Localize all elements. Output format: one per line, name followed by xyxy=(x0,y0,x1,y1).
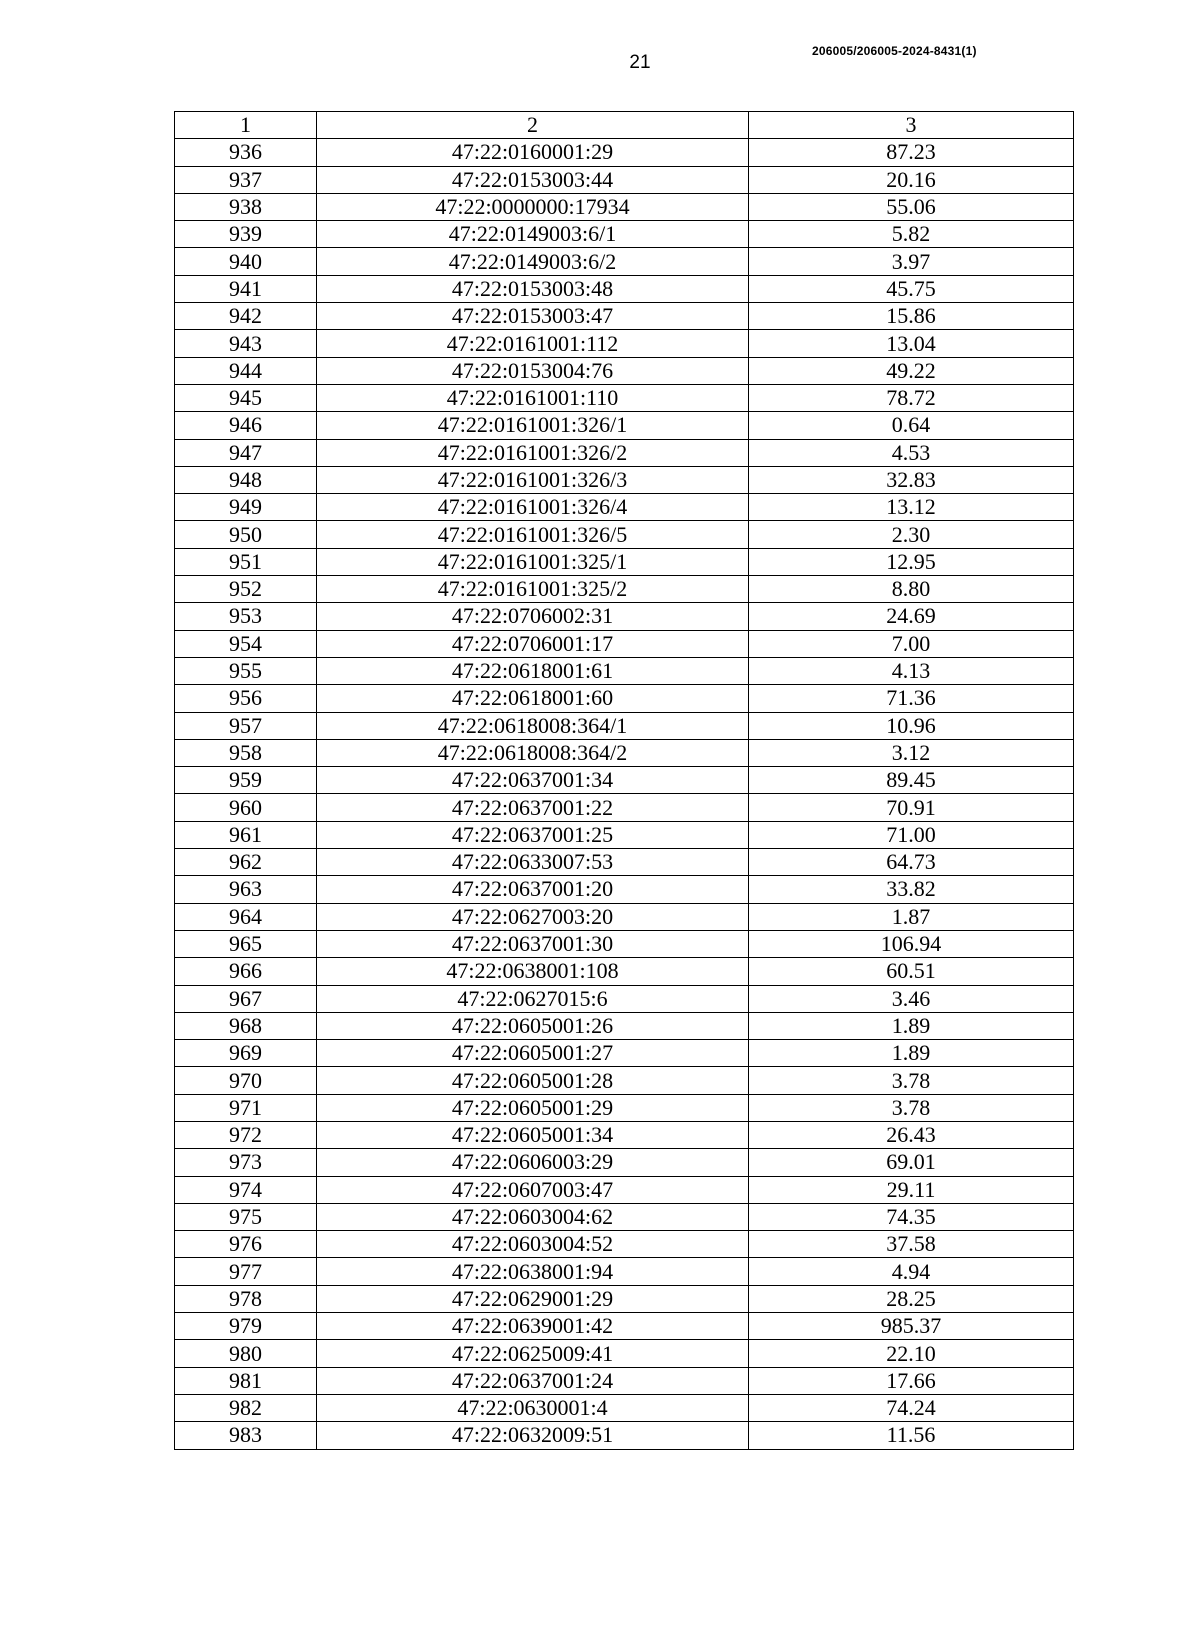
value-cell: 13.04 xyxy=(749,330,1074,357)
row-number-cell: 959 xyxy=(175,767,317,794)
table-row xyxy=(175,1422,1074,1449)
value-cell: 7.00 xyxy=(749,630,1074,657)
table-row xyxy=(175,1285,1074,1312)
value-cell: 70.91 xyxy=(749,794,1074,821)
cadastral-number-cell: 47:22:0605001:34 xyxy=(317,1121,749,1148)
table-row xyxy=(175,576,1074,603)
row-number-cell: 966 xyxy=(175,958,317,985)
cadastral-number-cell: 47:22:0149003:6/1 xyxy=(317,221,749,248)
table-row xyxy=(175,1231,1074,1258)
row-number-cell: 977 xyxy=(175,1258,317,1285)
row-number-cell: 980 xyxy=(175,1340,317,1367)
value-cell: 49.22 xyxy=(749,357,1074,384)
table-row xyxy=(175,958,1074,985)
page-number: 21 xyxy=(629,52,651,73)
cadastral-number-cell: 47:22:0161001:112 xyxy=(317,330,749,357)
cadastral-number-cell: 47:22:0627003:20 xyxy=(317,903,749,930)
table-row xyxy=(175,657,1074,684)
row-number-cell: 964 xyxy=(175,903,317,930)
table-row xyxy=(175,1203,1074,1230)
table-header-row xyxy=(175,112,1074,139)
table-row xyxy=(175,630,1074,657)
table-row xyxy=(175,439,1074,466)
cadastral-number-cell: 47:22:0161001:326/1 xyxy=(317,412,749,439)
row-number-cell: 944 xyxy=(175,357,317,384)
table-row xyxy=(175,603,1074,630)
table-row xyxy=(175,1121,1074,1148)
value-cell: 33.82 xyxy=(749,876,1074,903)
cadastral-number-cell: 47:22:0637001:34 xyxy=(317,767,749,794)
row-number-cell: 939 xyxy=(175,221,317,248)
cadastral-number-cell: 47:22:0618008:364/1 xyxy=(317,712,749,739)
value-cell: 3.46 xyxy=(749,985,1074,1012)
cadastral-number-cell: 47:22:0153003:48 xyxy=(317,275,749,302)
row-number-cell: 969 xyxy=(175,1040,317,1067)
row-number-cell: 983 xyxy=(175,1422,317,1449)
cadastral-number-cell: 47:22:0605001:26 xyxy=(317,1012,749,1039)
value-cell: 13.12 xyxy=(749,494,1074,521)
table-row xyxy=(175,794,1074,821)
row-number-cell: 961 xyxy=(175,821,317,848)
cadastral-number-cell: 47:22:0637001:30 xyxy=(317,930,749,957)
value-cell: 55.06 xyxy=(749,193,1074,220)
cadastral-number-cell: 47:22:0603004:52 xyxy=(317,1231,749,1258)
cadastral-number-cell: 47:22:0637001:24 xyxy=(317,1367,749,1394)
table-row xyxy=(175,985,1074,1012)
value-cell: 71.36 xyxy=(749,685,1074,712)
cadastral-number-cell: 47:22:0161001:325/2 xyxy=(317,576,749,603)
table-row xyxy=(175,1340,1074,1367)
row-number-cell: 960 xyxy=(175,794,317,821)
value-cell: 29.11 xyxy=(749,1176,1074,1203)
cadastral-number-cell: 47:22:0638001:108 xyxy=(317,958,749,985)
row-number-cell: 945 xyxy=(175,384,317,411)
row-number-cell: 955 xyxy=(175,657,317,684)
table-row xyxy=(175,466,1074,493)
column-header: 2 xyxy=(317,112,749,139)
table-row xyxy=(175,248,1074,275)
value-cell: 5.82 xyxy=(749,221,1074,248)
table-row xyxy=(175,193,1074,220)
row-number-cell: 974 xyxy=(175,1176,317,1203)
value-cell: 106.94 xyxy=(749,930,1074,957)
table-row xyxy=(175,1040,1074,1067)
row-number-cell: 976 xyxy=(175,1231,317,1258)
row-number-cell: 973 xyxy=(175,1149,317,1176)
value-cell: 1.89 xyxy=(749,1040,1074,1067)
table-row xyxy=(175,1258,1074,1285)
row-number-cell: 970 xyxy=(175,1067,317,1094)
row-number-cell: 965 xyxy=(175,930,317,957)
value-cell: 26.43 xyxy=(749,1121,1074,1148)
cadastral-number-cell: 47:22:0706001:17 xyxy=(317,630,749,657)
value-cell: 4.13 xyxy=(749,657,1074,684)
cadastral-number-cell: 47:22:0630001:4 xyxy=(317,1394,749,1421)
table-row xyxy=(175,1149,1074,1176)
row-number-cell: 951 xyxy=(175,548,317,575)
table-row xyxy=(175,139,1074,166)
row-number-cell: 947 xyxy=(175,439,317,466)
value-cell: 87.23 xyxy=(749,139,1074,166)
table-row xyxy=(175,849,1074,876)
row-number-cell: 968 xyxy=(175,1012,317,1039)
value-cell: 11.56 xyxy=(749,1422,1074,1449)
table-row xyxy=(175,221,1074,248)
cadastral-number-cell: 47:22:0606003:29 xyxy=(317,1149,749,1176)
data-table xyxy=(174,111,1074,1450)
value-cell: 32.83 xyxy=(749,466,1074,493)
cadastral-number-cell: 47:22:0605001:27 xyxy=(317,1040,749,1067)
row-number-cell: 949 xyxy=(175,494,317,521)
table-row xyxy=(175,712,1074,739)
value-cell: 10.96 xyxy=(749,712,1074,739)
table-row xyxy=(175,548,1074,575)
value-cell: 3.78 xyxy=(749,1067,1074,1094)
cadastral-number-cell: 47:22:0607003:47 xyxy=(317,1176,749,1203)
value-cell: 69.01 xyxy=(749,1149,1074,1176)
row-number-cell: 952 xyxy=(175,576,317,603)
cadastral-number-cell: 47:22:0153003:47 xyxy=(317,303,749,330)
table-row xyxy=(175,876,1074,903)
value-cell: 985.37 xyxy=(749,1313,1074,1340)
table-row xyxy=(175,1012,1074,1039)
table-row xyxy=(175,357,1074,384)
table-row xyxy=(175,1176,1074,1203)
table-row xyxy=(175,494,1074,521)
table-row xyxy=(175,739,1074,766)
cadastral-number-cell: 47:22:0161001:326/4 xyxy=(317,494,749,521)
value-cell: 12.95 xyxy=(749,548,1074,575)
row-number-cell: 941 xyxy=(175,275,317,302)
value-cell: 60.51 xyxy=(749,958,1074,985)
row-number-cell: 946 xyxy=(175,412,317,439)
table-row xyxy=(175,412,1074,439)
cadastral-number-cell: 47:22:0629001:29 xyxy=(317,1285,749,1312)
table-row xyxy=(175,1094,1074,1121)
table-row xyxy=(175,1394,1074,1421)
value-cell: 28.25 xyxy=(749,1285,1074,1312)
cadastral-number-cell: 47:22:0618001:61 xyxy=(317,657,749,684)
value-cell: 64.73 xyxy=(749,849,1074,876)
row-number-cell: 943 xyxy=(175,330,317,357)
value-cell: 24.69 xyxy=(749,603,1074,630)
value-cell: 22.10 xyxy=(749,1340,1074,1367)
row-number-cell: 971 xyxy=(175,1094,317,1121)
column-header: 1 xyxy=(175,112,317,139)
table-row xyxy=(175,1313,1074,1340)
cadastral-number-cell: 47:22:0603004:62 xyxy=(317,1203,749,1230)
value-cell: 37.58 xyxy=(749,1231,1074,1258)
table-row xyxy=(175,384,1074,411)
value-cell: 4.94 xyxy=(749,1258,1074,1285)
cadastral-number-cell: 47:22:0161001:326/3 xyxy=(317,466,749,493)
row-number-cell: 942 xyxy=(175,303,317,330)
value-cell: 74.24 xyxy=(749,1394,1074,1421)
row-number-cell: 957 xyxy=(175,712,317,739)
cadastral-number-cell: 47:22:0706002:31 xyxy=(317,603,749,630)
row-number-cell: 940 xyxy=(175,248,317,275)
row-number-cell: 982 xyxy=(175,1394,317,1421)
cadastral-number-cell: 47:22:0618008:364/2 xyxy=(317,739,749,766)
cadastral-number-cell: 47:22:0627015:6 xyxy=(317,985,749,1012)
row-number-cell: 956 xyxy=(175,685,317,712)
cadastral-number-cell: 47:22:0638001:94 xyxy=(317,1258,749,1285)
table-row xyxy=(175,303,1074,330)
cadastral-number-cell: 47:22:0000000:17934 xyxy=(317,193,749,220)
value-cell: 2.30 xyxy=(749,521,1074,548)
value-cell: 78.72 xyxy=(749,384,1074,411)
cadastral-number-cell: 47:22:0637001:25 xyxy=(317,821,749,848)
value-cell: 3.12 xyxy=(749,739,1074,766)
table-row xyxy=(175,685,1074,712)
value-cell: 89.45 xyxy=(749,767,1074,794)
row-number-cell: 979 xyxy=(175,1313,317,1340)
cadastral-number-cell: 47:22:0153004:76 xyxy=(317,357,749,384)
table-row xyxy=(175,1367,1074,1394)
value-cell: 3.97 xyxy=(749,248,1074,275)
table-row xyxy=(175,821,1074,848)
cadastral-number-cell: 47:22:0637001:20 xyxy=(317,876,749,903)
cadastral-number-cell: 47:22:0153003:44 xyxy=(317,166,749,193)
row-number-cell: 938 xyxy=(175,193,317,220)
cadastral-number-cell: 47:22:0149003:6/2 xyxy=(317,248,749,275)
cadastral-number-cell: 47:22:0633007:53 xyxy=(317,849,749,876)
table-body xyxy=(175,112,1074,1450)
table-row xyxy=(175,330,1074,357)
cadastral-number-cell: 47:22:0618001:60 xyxy=(317,685,749,712)
value-cell: 45.75 xyxy=(749,275,1074,302)
value-cell: 8.80 xyxy=(749,576,1074,603)
row-number-cell: 953 xyxy=(175,603,317,630)
table-row xyxy=(175,166,1074,193)
table-row xyxy=(175,521,1074,548)
cadastral-number-cell: 47:22:0605001:28 xyxy=(317,1067,749,1094)
table-row xyxy=(175,903,1074,930)
value-cell: 71.00 xyxy=(749,821,1074,848)
cadastral-number-cell: 47:22:0161001:326/5 xyxy=(317,521,749,548)
row-number-cell: 948 xyxy=(175,466,317,493)
row-number-cell: 963 xyxy=(175,876,317,903)
cadastral-number-cell: 47:22:0161001:325/1 xyxy=(317,548,749,575)
document-reference: 206005/206005-2024-8431(1) xyxy=(812,44,977,58)
row-number-cell: 967 xyxy=(175,985,317,1012)
row-number-cell: 978 xyxy=(175,1285,317,1312)
table-row xyxy=(175,930,1074,957)
value-cell: 4.53 xyxy=(749,439,1074,466)
table-row xyxy=(175,275,1074,302)
row-number-cell: 958 xyxy=(175,739,317,766)
value-cell: 1.89 xyxy=(749,1012,1074,1039)
cadastral-number-cell: 47:22:0161001:326/2 xyxy=(317,439,749,466)
row-number-cell: 937 xyxy=(175,166,317,193)
cadastral-number-cell: 47:22:0605001:29 xyxy=(317,1094,749,1121)
value-cell: 15.86 xyxy=(749,303,1074,330)
row-number-cell: 950 xyxy=(175,521,317,548)
column-header: 3 xyxy=(749,112,1074,139)
cadastral-number-cell: 47:22:0637001:22 xyxy=(317,794,749,821)
row-number-cell: 962 xyxy=(175,849,317,876)
value-cell: 74.35 xyxy=(749,1203,1074,1230)
value-cell: 0.64 xyxy=(749,412,1074,439)
value-cell: 20.16 xyxy=(749,166,1074,193)
row-number-cell: 972 xyxy=(175,1121,317,1148)
row-number-cell: 954 xyxy=(175,630,317,657)
cadastral-number-cell: 47:22:0625009:41 xyxy=(317,1340,749,1367)
value-cell: 1.87 xyxy=(749,903,1074,930)
row-number-cell: 975 xyxy=(175,1203,317,1230)
cadastral-number-cell: 47:22:0639001:42 xyxy=(317,1313,749,1340)
cadastral-number-cell: 47:22:0161001:110 xyxy=(317,384,749,411)
value-cell: 3.78 xyxy=(749,1094,1074,1121)
row-number-cell: 981 xyxy=(175,1367,317,1394)
value-cell: 17.66 xyxy=(749,1367,1074,1394)
table-row xyxy=(175,767,1074,794)
cadastral-number-cell: 47:22:0160001:29 xyxy=(317,139,749,166)
cadastral-number-cell: 47:22:0632009:51 xyxy=(317,1422,749,1449)
row-number-cell: 936 xyxy=(175,139,317,166)
table-row xyxy=(175,1067,1074,1094)
